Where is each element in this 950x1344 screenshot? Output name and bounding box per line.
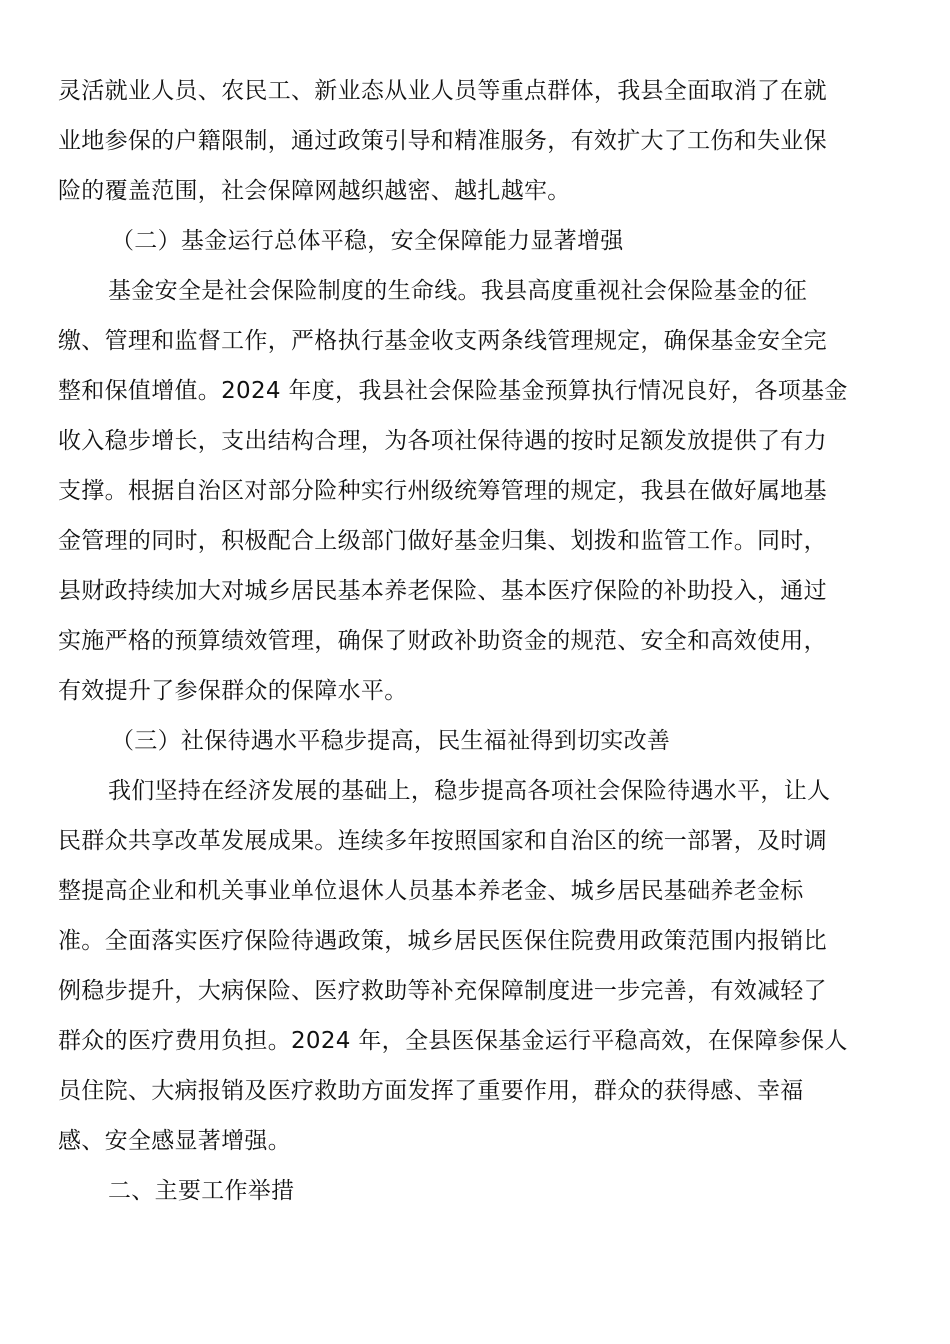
paragraph-line: 基金安全是社会保险制度的生命线。我县高度重视社会保险基金的征 [108, 278, 807, 304]
paragraph-line: 感、安全感显著增强。 [58, 1128, 291, 1154]
section-3-heading: （三）社保待遇水平稳步提高，民生福祉得到切实改善 [111, 728, 671, 754]
paragraph-line: 民群众共享改革发展成果。连续多年按照国家和自治区的统一部署，及时调 [58, 828, 827, 854]
paragraph-line: 我们坚持在经济发展的基础上，稳步提高各项社会保险待遇水平，让人 [108, 778, 831, 804]
section-3-paragraph [58, 766, 892, 1166]
paragraph-line: 支撑。根据自治区对部分险种实行州级统筹管理的规定，我县在做好属地基 [58, 478, 827, 504]
paragraph-line: 整和保值增值。2024 年度，我县社会保险基金预算执行情况良好，各项基金 [58, 378, 848, 404]
paragraph-line: 群众的医疗费用负担。2024 年，全县医保基金运行平稳高效，在保障参保人 [58, 1028, 848, 1054]
paragraph-line: 险的覆盖范围，社会保障网越织越密、越扎越牢。 [58, 178, 571, 204]
paragraph-line: 有效提升了参保群众的保障水平。 [58, 678, 408, 704]
paragraph-line: 员住院、大病报销及医疗救助方面发挥了重要作用，群众的获得感、幸福 [58, 1078, 804, 1104]
paragraph-line: 收入稳步增长，支出结构合理，为各项社保待遇的按时足额发放提供了有力 [58, 428, 827, 454]
section-2-paragraph [58, 266, 892, 716]
paragraph-line: 缴、管理和监督工作，严格执行基金收支两条线管理规定，确保基金安全完 [58, 328, 827, 354]
intro-paragraph [58, 66, 892, 216]
document-page [58, 66, 892, 1216]
chapter-2-heading: 二、主要工作举措 [108, 1178, 295, 1204]
paragraph-line: 业地参保的户籍限制，通过政策引导和精准服务，有效扩大了工伤和失业保 [58, 128, 827, 154]
paragraph-line: 县财政持续加大对城乡居民基本养老保险、基本医疗保险的补助投入，通过 [58, 578, 827, 604]
paragraph-line: 整提高企业和机关事业单位退休人员基本养老金、城乡居民基础养老金标 [58, 878, 804, 904]
paragraph-line: 准。全面落实医疗保险待遇政策，城乡居民医保住院费用政策范围内报销比 [58, 928, 827, 954]
paragraph-line: 例稳步提升，大病保险、医疗救助等补充保障制度进一步完善，有效减轻了 [58, 978, 827, 1004]
section-2-heading: （二）基金运行总体平稳，安全保障能力显著增强 [111, 228, 624, 254]
paragraph-line: 实施严格的预算绩效管理，确保了财政补助资金的规范、安全和高效使用， [58, 628, 827, 654]
paragraph-line: 灵活就业人员、农民工、新业态从业人员等重点群体，我县全面取消了在就 [58, 78, 827, 104]
paragraph-line: 金管理的同时，积极配合上级部门做好基金归集、划拨和监管工作。同时， [58, 528, 827, 554]
